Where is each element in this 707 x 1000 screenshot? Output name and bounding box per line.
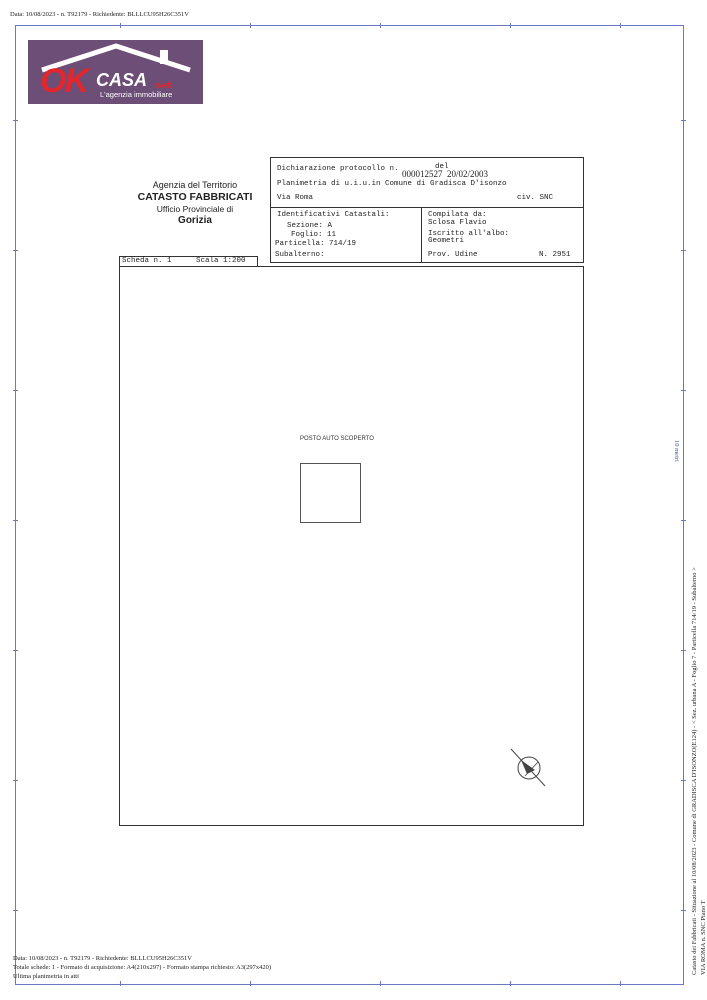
frame-tick [250,981,251,986]
footer-format-line: Totale schede: 1 - Formato di acquisizione: A4(210x297) - Formato stampa richiesto: A3(297x420) [13,964,272,971]
frame-tick [13,250,18,251]
registration-number: N. 2951 [539,251,571,259]
frame-tick [13,520,18,521]
identifiers-title: Identificativi Catastali: [277,211,390,219]
frame-tick [250,23,251,28]
subalterno: Subalterno: [275,251,325,259]
foglio: Foglio: 11 [291,231,337,239]
declaration-date: 20/02/2003 [447,169,489,179]
compiled-box [421,207,584,263]
frame-tick [13,390,18,391]
frame-tick [681,910,686,911]
side-scale-mark: 10 metri [673,440,680,462]
side-info-text: Catasto dei Fabbricati - Situazione al 10/08/2023 - Comune di GRADISCA D'ISONZO(E124) - < Sez. urbana A - Foglio 7 - Particella 714/19 - Subalterno > [691,567,698,975]
frame-tick [681,650,686,651]
frame-tick [13,780,18,781]
compiled-name: Sclosa Flavio [428,219,487,227]
plan-frame [119,266,584,826]
frame-tick [13,650,18,651]
declaration-box [270,157,584,208]
frame-tick [681,780,686,781]
frame-right [683,25,684,985]
logo-web: web [155,80,173,90]
address: Via Roma [277,194,314,202]
footer-request-line: Data: 10/08/2023 - n. T92179 - Richiedente: BLLLCU95H26C351V [13,955,192,962]
frame-tick [681,250,686,251]
side-info-wrap [691,567,707,985]
logo-tagline: L'agenzia immobiliare [100,90,173,99]
agency-name: Agenzia del Territorio [152,180,238,190]
plan-line: Planimetria di u.i.u.in Comune di Gradisca D'isonzo [277,180,507,188]
frame-tick [120,23,121,28]
logo-ok: OK [40,62,87,100]
frame-tick [620,981,621,986]
north-arrow-icon [505,746,551,790]
sheet-scale: Scala 1:200 [196,257,246,265]
province: Prov. Udine [428,251,478,259]
side-info-address: VIA ROMA n. SNC Piano T [700,900,707,975]
agency-city: Gorizia [178,215,212,226]
sezione: Sezione: A [287,222,333,230]
room-label: POSTO AUTO SCOPERTO [300,436,374,442]
frame-tick [620,23,621,28]
agency-office: Ufficio Provinciale di [156,204,234,215]
frame-tick [120,981,121,986]
agency-registry: CATASTO FABBRICATI [137,191,253,204]
identifiers-box [270,207,422,263]
frame-top [15,25,683,26]
particella: Particella: 714/19 [275,240,357,248]
sheet-number: Scheda n. 1 [122,257,172,265]
frame-tick [681,390,686,391]
frame-tick [380,981,381,986]
parking-space-outline [300,463,361,523]
frame-left [15,25,16,985]
frame-bottom [15,984,683,985]
okcasa-logo [28,40,203,104]
side-scale-mark-wrap [673,440,690,470]
protocol-number: 000012527 [402,169,443,179]
frame-tick [510,981,511,986]
frame-tick [510,23,511,28]
frame-tick [380,23,381,28]
civic-number: civ. SNC [517,194,554,202]
agency-block [120,180,270,228]
frame-tick [681,520,686,521]
albo-value: Geometri [428,237,465,245]
header-request-line: Data: 10/08/2023 - n. T92179 - Richiedente: BLLLCU95H26C351V [10,11,189,18]
compiled-label: Compilata da: [428,211,487,219]
footer-last-plan: Ultima planimetria in atti [13,973,79,980]
logo-casa: CASA [96,70,148,90]
frame-tick [13,910,18,911]
frame-tick [13,120,18,121]
frame-tick [681,120,686,121]
del-label: del [435,163,449,171]
protocol-label: Dichiarazione protocollo n. [277,165,399,173]
albo-label: Iscritto all'albo: [428,230,510,238]
